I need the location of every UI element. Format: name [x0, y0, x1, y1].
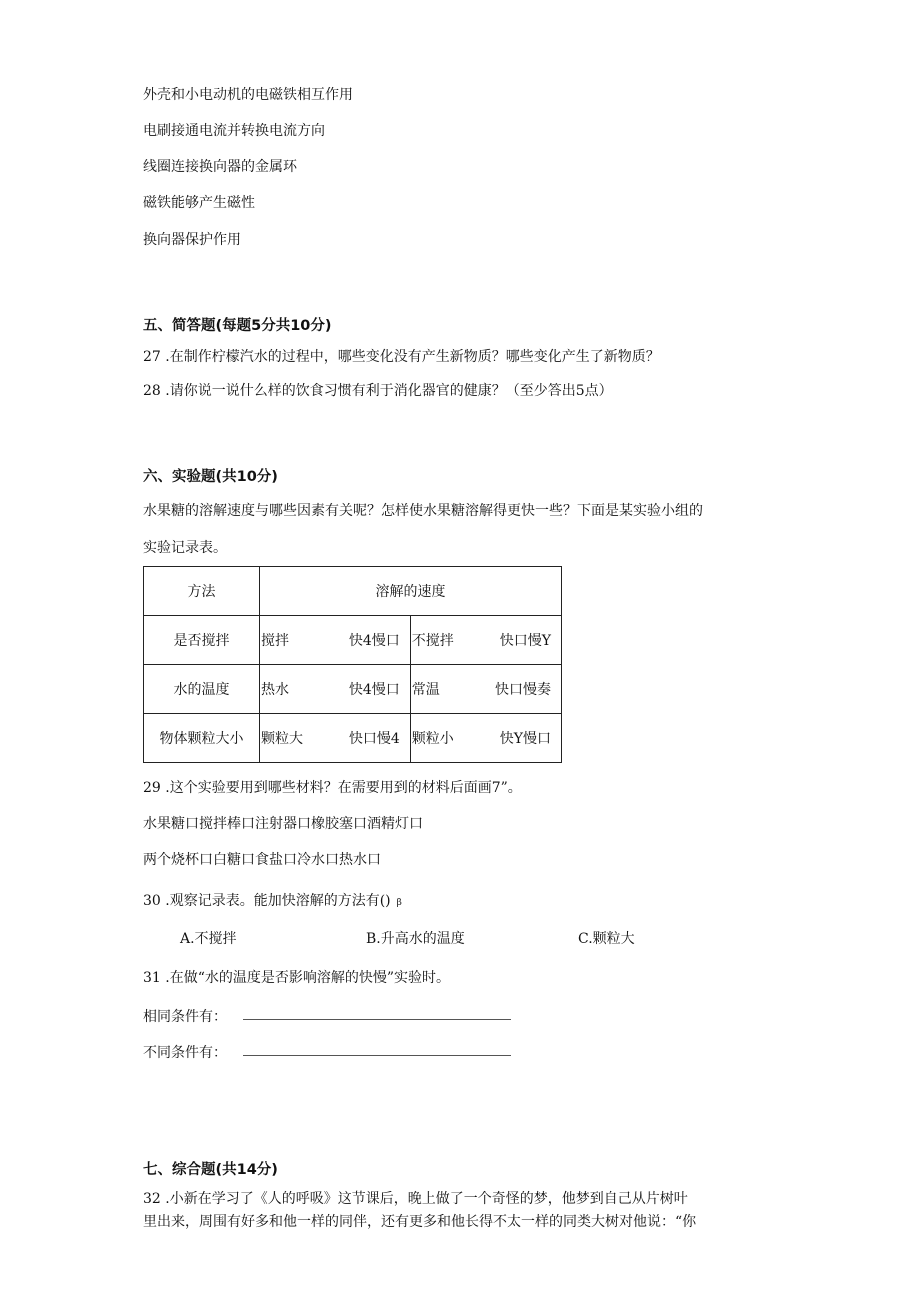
- record-table: [143, 566, 562, 763]
- question-32-cont: 里出来，周围有好多和他一样的同伴，还有更多和他长得不太一样的同类大树对他说：“你: [143, 1214, 697, 1230]
- condition: 热水: [261, 682, 289, 698]
- option-c: C.颗粒大: [578, 931, 635, 947]
- speed-mark: 快口慢奏: [495, 682, 551, 698]
- option-line: 外壳和小电动机的电磁铁相互作用: [143, 87, 353, 103]
- row-label: 物体颗粒大小: [144, 714, 260, 763]
- table-cell: [260, 665, 411, 714]
- row-label: 是否搅拌: [144, 616, 260, 665]
- option-b: B.升高水的温度: [366, 931, 465, 947]
- question-30-mark: β: [396, 898, 402, 908]
- same-conditions-label: 相同条件有：: [143, 1009, 227, 1025]
- speed-mark: 快口慢4: [348, 731, 400, 747]
- table-row: [144, 714, 562, 763]
- different-conditions-label: 不同条件有：: [143, 1045, 227, 1061]
- question-29: 29 .这个实验要用到哪些材料？在需要用到的材料后面画7”。: [143, 780, 522, 796]
- table-cell: [410, 616, 561, 665]
- option-line: 线圈连接换向器的金属环: [143, 159, 297, 175]
- table-header-speed: 溶解的速度: [260, 567, 562, 616]
- table-cell: [410, 665, 561, 714]
- condition: 颗粒小: [411, 731, 454, 747]
- row-label: 水的温度: [144, 665, 260, 714]
- option-a: A.不搅拌: [180, 931, 237, 947]
- same-conditions-blank[interactable]: [243, 1001, 511, 1020]
- speed-mark: 快4慢口: [348, 633, 400, 649]
- table-row: [144, 665, 562, 714]
- speed-mark: 快4慢口: [348, 682, 400, 698]
- condition: 不搅拌: [411, 633, 454, 649]
- option-line: 磁铁能够产生磁性: [143, 195, 255, 211]
- different-conditions-blank[interactable]: [243, 1037, 511, 1056]
- speed-mark: 快Y慢口: [499, 731, 551, 747]
- condition: 常温: [411, 682, 440, 698]
- question-31: 31 .在做“水的温度是否影响溶解的快慢”实验时。: [143, 970, 451, 986]
- speed-mark: 快口慢Y: [499, 633, 551, 649]
- question-30: 30 .观察记录表。能加快溶解的方法有() β: [143, 893, 402, 909]
- materials-line: 水果糖口搅拌棒口注射器口橡胶塞口酒精灯口: [143, 816, 423, 832]
- section-6-title: 六、实验题(共10分): [143, 469, 278, 485]
- table-row: [144, 616, 562, 665]
- option-line: 换向器保护作用: [143, 232, 241, 248]
- option-line: 电刷接通电流并转换电流方向: [143, 123, 325, 139]
- experiment-intro: 水果糖的溶解速度与哪些因素有关呢？怎样使水果糖溶解得更快一些？下面是某实验小组的: [143, 503, 703, 519]
- question-28: 28 .请你说一说什么样的饮食习惯有利于消化器官的健康？（至少答出5点）: [143, 383, 613, 399]
- experiment-intro: 实验记录表。: [143, 540, 227, 556]
- condition: 颗粒大: [261, 731, 303, 747]
- table-cell: [260, 714, 411, 763]
- table-header-method: 方法: [144, 567, 260, 616]
- question-27: 27 .在制作柠檬汽水的过程中，哪些变化没有产生新物质？哪些变化产生了新物质？: [143, 349, 660, 365]
- section-5-title: 五、简答题(每题5分共10分): [143, 318, 332, 334]
- materials-line: 两个烧杯口白糖口食盐口冷水口热水口: [143, 852, 381, 868]
- table-cell: [410, 714, 561, 763]
- table-cell: [260, 616, 411, 665]
- condition: 搅拌: [261, 633, 289, 649]
- question-32: 32 .小新在学习了《人的呼吸》这节课后，晚上做了一个奇怪的梦，他梦到自己从片树叶: [143, 1191, 688, 1207]
- section-7-title: 七、综合题(共14分): [143, 1162, 278, 1178]
